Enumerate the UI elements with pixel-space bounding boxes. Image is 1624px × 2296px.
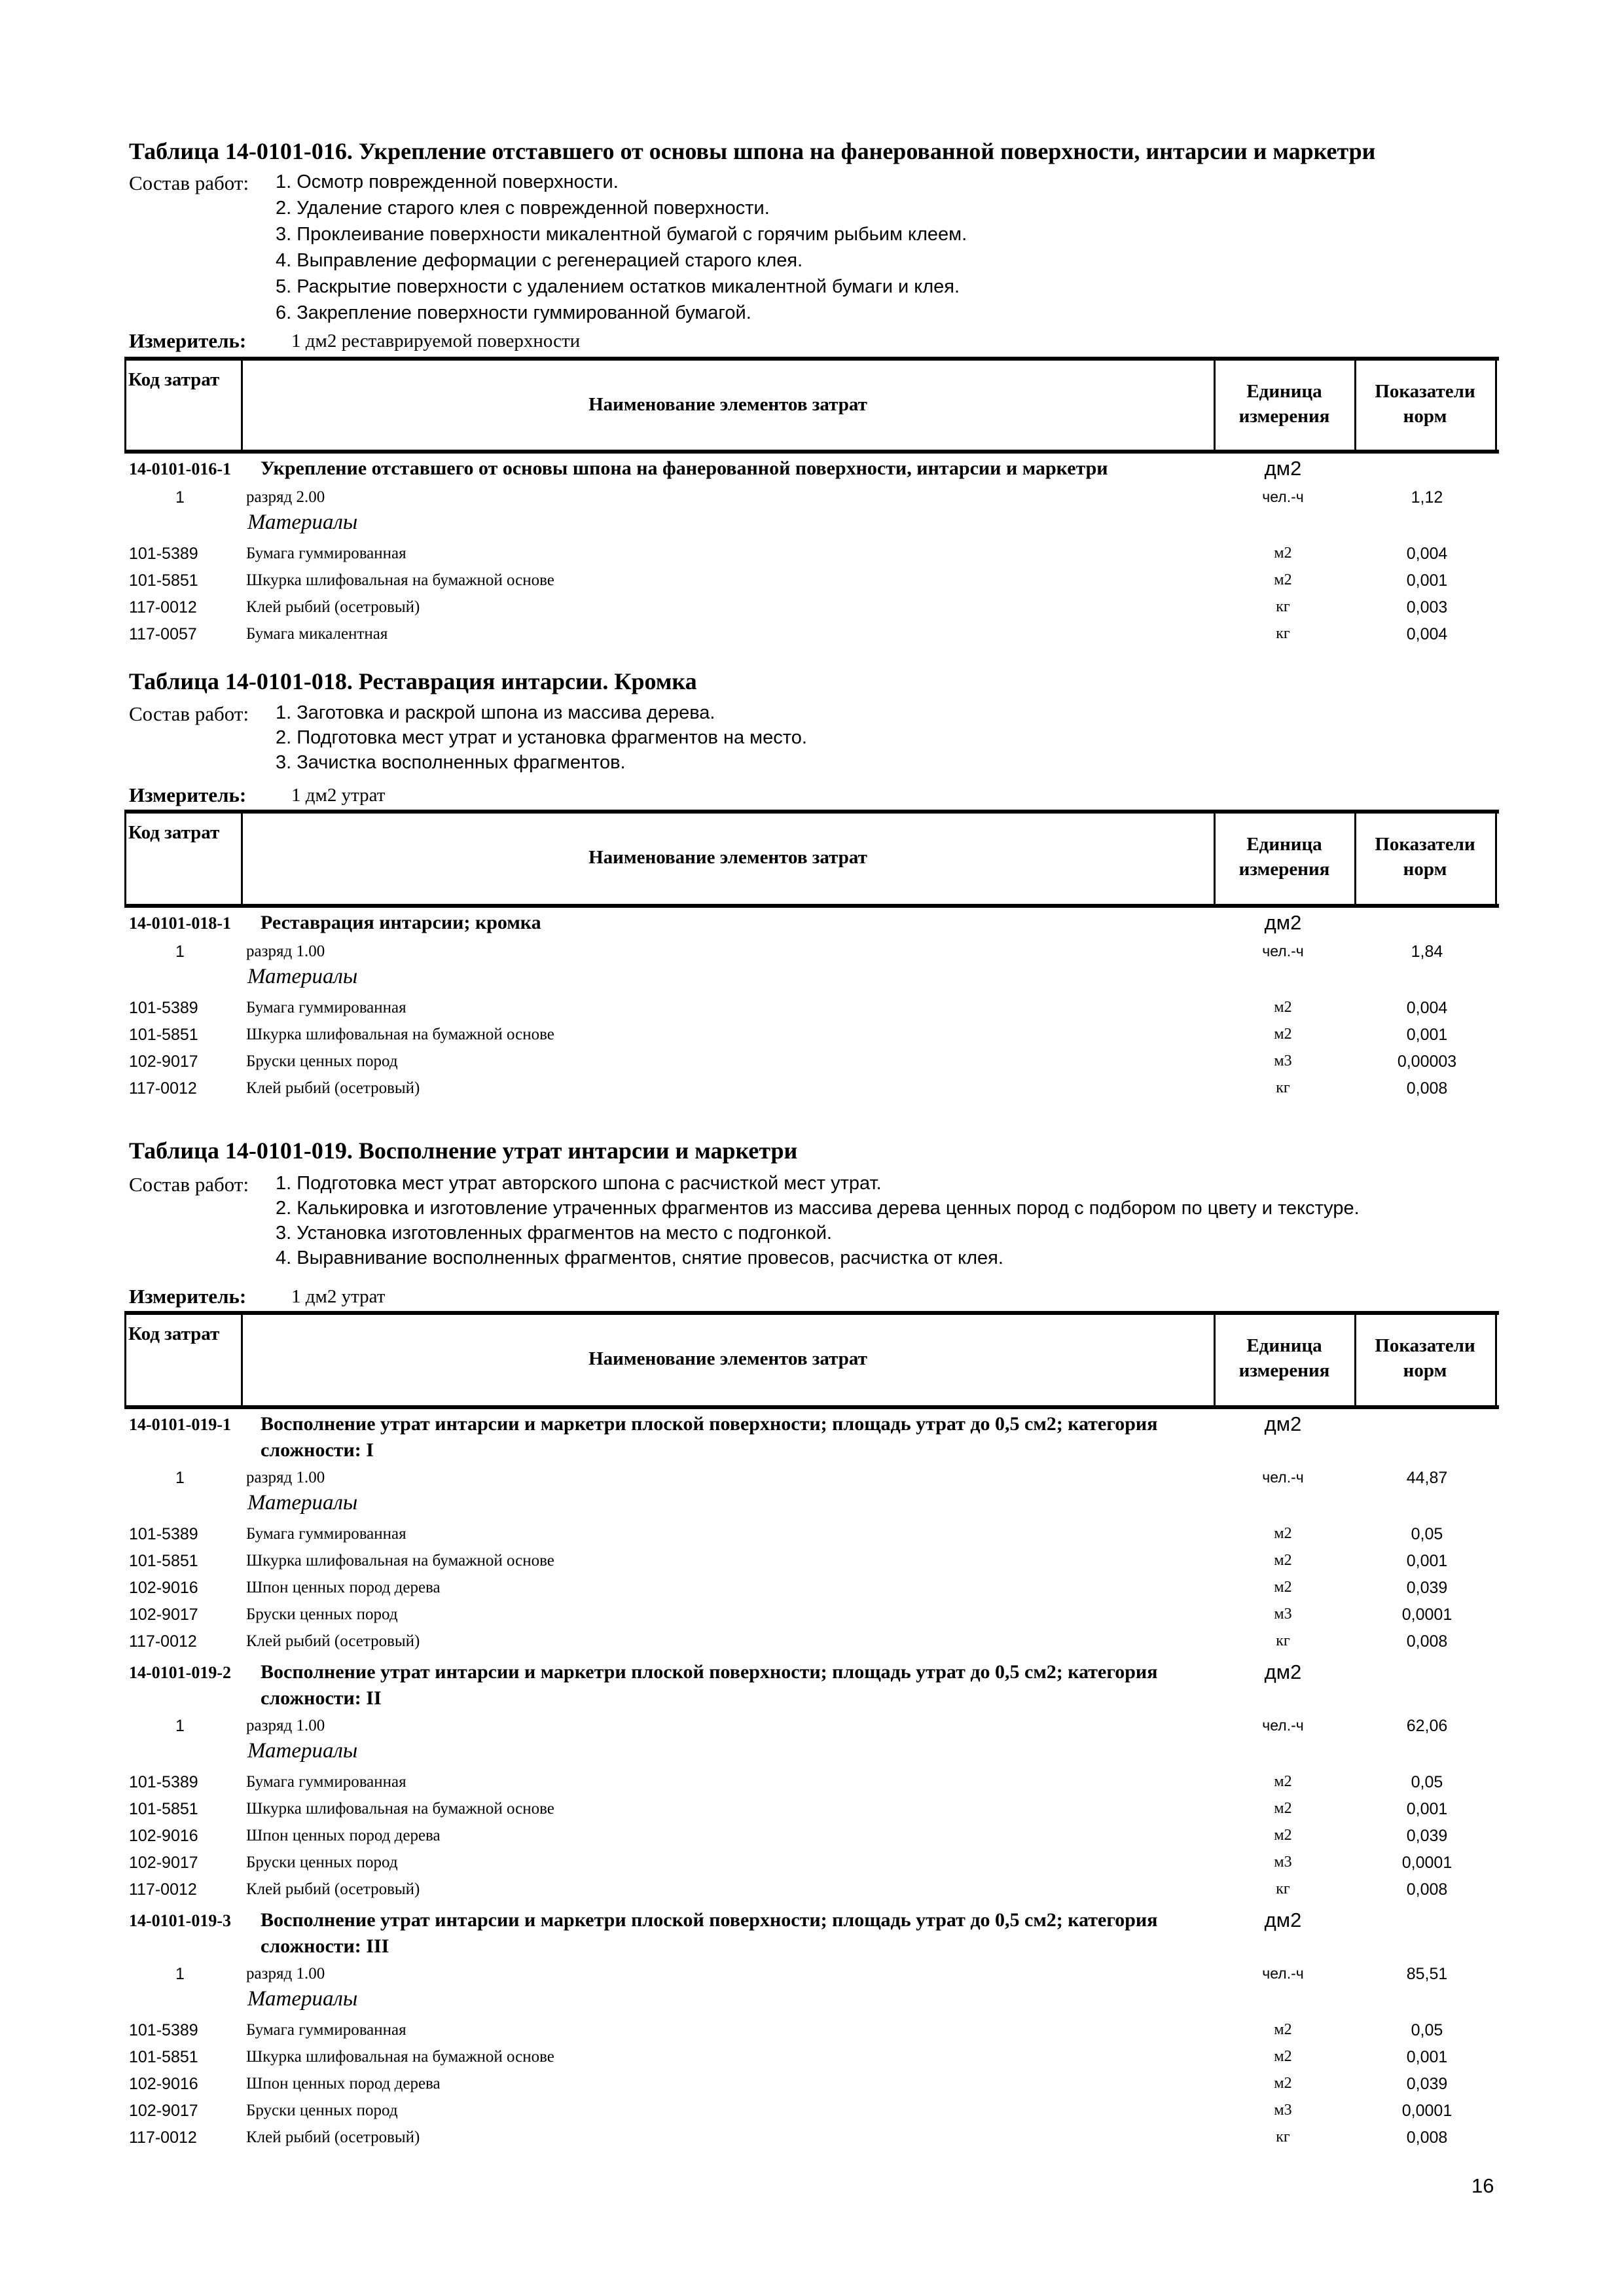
material-unit: м3 — [1274, 1854, 1292, 1871]
item-code: 14-0101-019-3 — [129, 1911, 231, 1930]
material-norm: 0,008 — [1406, 1079, 1448, 1098]
meter-label: Измеритель: — [129, 329, 247, 352]
materials-heading: Материалы — [247, 511, 358, 534]
labor-code: 1 — [175, 1469, 185, 1487]
material-unit: м2 — [1274, 1579, 1292, 1596]
material-unit: м2 — [1274, 2075, 1292, 2092]
material-norm: 0,001 — [1406, 571, 1448, 590]
work-step: 3. Проклеивание поверхности микалентной бумагой с горячим рыбьим клеем. — [276, 224, 967, 245]
materials-heading: Материалы — [247, 1491, 358, 1515]
meter-label: Измеритель: — [129, 783, 247, 806]
header-unit — [1215, 1333, 1354, 1383]
labor-norm: 44,87 — [1406, 1469, 1448, 1487]
item-unit: дм2 — [1264, 1909, 1302, 1931]
work-step: 6. Закрепление поверхности гуммированной бумагой. — [276, 302, 751, 323]
header-norm — [1356, 1333, 1494, 1383]
table-title: Таблица 14-0101-019. Восполнение утрат интарсии и маркетри — [129, 1138, 798, 1164]
material-name: Клей рыбий (осетровый) — [246, 1079, 420, 1097]
material-code: 117-0012 — [129, 1079, 197, 1098]
work-step: 2. Удаление старого клея с поврежденной поверхности. — [276, 198, 770, 219]
header-unit-line1: Единица — [1246, 834, 1322, 855]
material-unit: м2 — [1274, 999, 1292, 1016]
material-norm: 0,0001 — [1401, 1854, 1453, 1872]
material-norm: 0,004 — [1406, 625, 1448, 643]
material-norm: 0,039 — [1406, 1579, 1448, 1597]
meter-value: 1 дм2 утрат — [291, 1286, 386, 1307]
meter-value: 1 дм2 утрат — [291, 785, 386, 806]
material-unit: кг — [1276, 598, 1290, 615]
work-step: 2. Калькировка и изготовление утраченных фрагментов из массива дерева ценных пород с подбором по цвету и текстуре. — [276, 1198, 1360, 1219]
labor-norm: 85,51 — [1406, 1965, 1448, 1983]
material-norm: 0,004 — [1406, 999, 1448, 1017]
labor-unit: чел.-ч — [1262, 1717, 1304, 1734]
table-header — [124, 810, 1499, 908]
material-code: 117-0012 — [129, 2128, 197, 2147]
labor-code: 1 — [175, 1965, 185, 1983]
material-unit: м3 — [1274, 1052, 1292, 1069]
material-name: Бумага гуммированная — [246, 1773, 406, 1791]
material-code: 117-0012 — [129, 1880, 197, 1899]
material-norm: 0,05 — [1411, 1525, 1443, 1543]
material-name: Шкурка шлифовальная на бумажной основе — [246, 1800, 554, 1818]
material-unit: м2 — [1274, 1773, 1292, 1790]
item-name: Укрепление отставшего от основы шпона на фанерованной поверхности, интарсии и маркетри — [261, 457, 1108, 479]
material-code: 101-5851 — [129, 1800, 198, 1818]
item-name: Реставрация интарсии; кромка — [261, 912, 541, 933]
header-unit-line2: измерения — [1238, 859, 1330, 880]
material-code: 102-9017 — [129, 2102, 198, 2120]
header-unit-line1: Единица — [1246, 381, 1322, 402]
material-unit: кг — [1276, 2128, 1290, 2145]
table-header — [124, 1311, 1499, 1409]
material-unit: м2 — [1274, 571, 1292, 588]
material-code: 102-9016 — [129, 1579, 198, 1597]
material-norm: 0,001 — [1406, 2048, 1448, 2066]
material-unit: м2 — [1274, 1026, 1292, 1043]
labor-name: разряд 1.00 — [246, 1717, 325, 1734]
material-name: Клей рыбий (осетровый) — [246, 1880, 420, 1898]
item-unit: дм2 — [1264, 457, 1302, 480]
page-number: 16 — [1471, 2174, 1494, 2197]
header-code: Код затрат — [128, 369, 220, 390]
work-step: 3. Зачистка восполненных фрагментов. — [276, 752, 626, 773]
header-unit-line1: Единица — [1246, 1335, 1322, 1356]
header-name: Наименование элементов затрат — [588, 847, 867, 868]
item-code: 14-0101-019-2 — [129, 1663, 231, 1682]
materials-heading: Материалы — [247, 1739, 358, 1763]
material-code: 101-5851 — [129, 1026, 198, 1044]
material-name: Шпон ценных пород дерева — [246, 2075, 441, 2092]
header-code: Код затрат — [128, 1323, 220, 1344]
material-norm: 0,0001 — [1401, 2102, 1453, 2120]
material-unit: кг — [1276, 1079, 1290, 1096]
labor-code: 1 — [175, 942, 185, 961]
material-name: Клей рыбий (осетровый) — [246, 598, 420, 616]
material-unit: м3 — [1274, 2102, 1292, 2119]
material-name: Шкурка шлифовальная на бумажной основе — [246, 1552, 554, 1570]
material-norm: 0,039 — [1406, 2075, 1448, 2093]
work-step: 1. Заготовка и раскрой шпона из массива дерева. — [276, 702, 715, 723]
material-norm: 0,004 — [1406, 545, 1448, 563]
material-name: Бруски ценных пород — [246, 1854, 398, 1871]
material-code: 101-5851 — [129, 571, 198, 590]
header-norm-line1: Показатели — [1375, 1335, 1475, 1356]
header-norm — [1356, 379, 1494, 429]
material-name: Шкурка шлифовальная на бумажной основе — [246, 1026, 554, 1043]
item-name: Восполнение утрат интарсии и маркетри плоской поверхности; площадь утрат до 0,5 см2; категория сложности: III — [261, 1909, 1158, 1957]
labor-unit: чел.-ч — [1262, 942, 1304, 960]
header-norm-line2: норм — [1403, 406, 1447, 427]
work-step: 4. Выравнивание восполненных фрагментов, снятие провесов, расчистка от клея. — [276, 1247, 1003, 1268]
material-name: Бруски ценных пород — [246, 1605, 398, 1623]
labor-norm: 1,84 — [1411, 942, 1443, 961]
item-name: Восполнение утрат интарсии и маркетри плоской поверхности; площадь утрат до 0,5 см2; категория сложности: I — [261, 1413, 1158, 1461]
material-name: Бруски ценных пород — [246, 1052, 398, 1070]
header-name: Наименование элементов затрат — [588, 1348, 867, 1369]
table-title: Таблица 14-0101-018. Реставрация интарсии. Кромка — [129, 668, 697, 694]
material-name: Клей рыбий (осетровый) — [246, 2128, 420, 2146]
labor-code: 1 — [175, 1717, 185, 1735]
header-norm-line2: норм — [1403, 1360, 1447, 1381]
item-unit: дм2 — [1264, 1412, 1302, 1435]
material-norm: 0,039 — [1406, 1827, 1448, 1845]
material-code: 101-5389 — [129, 545, 198, 563]
material-code: 102-9017 — [129, 1052, 198, 1071]
labor-unit: чел.-ч — [1262, 1469, 1304, 1486]
item-code: 14-0101-019-1 — [129, 1415, 231, 1434]
work-step: 3. Установка изготовленных фрагментов на место с подгонкой. — [276, 1223, 832, 1244]
material-unit: м2 — [1274, 2021, 1292, 2038]
material-name: Бумага микалентная — [246, 625, 388, 643]
meter-label: Измеритель: — [129, 1285, 247, 1308]
labor-norm: 62,06 — [1406, 1717, 1448, 1735]
labor-name: разряд 1.00 — [246, 1965, 325, 1982]
header-norm-line1: Показатели — [1375, 834, 1475, 855]
material-norm: 0,05 — [1411, 1773, 1443, 1791]
material-name: Клей рыбий (осетровый) — [246, 1632, 420, 1650]
labor-code: 1 — [175, 488, 185, 507]
material-unit: м2 — [1274, 545, 1292, 562]
labor-unit: чел.-ч — [1262, 1965, 1304, 1982]
material-unit: м3 — [1274, 1605, 1292, 1623]
labor-name: разряд 1.00 — [246, 942, 325, 960]
material-name: Шкурка шлифовальная на бумажной основе — [246, 2048, 554, 2066]
material-unit: м2 — [1274, 1827, 1292, 1844]
table-title: Таблица 14-0101-016. Укрепление отставшего от основы шпона на фанерованной поверхности, интарсии и маркетри — [129, 138, 1376, 164]
material-name: Бумага гуммированная — [246, 2021, 406, 2039]
item-unit: дм2 — [1264, 1660, 1302, 1683]
work-step: 5. Раскрытие поверхности с удалением остатков микалентной бумаги и клея. — [276, 276, 960, 297]
material-norm: 0,05 — [1411, 2021, 1443, 2039]
work-step: 1. Подготовка мест утрат авторского шпона с расчисткой мест утрат. — [276, 1173, 882, 1194]
material-unit: м2 — [1274, 1552, 1292, 1569]
meter-value: 1 дм2 реставрируемой поверхности — [291, 331, 581, 351]
material-unit: м2 — [1274, 1800, 1292, 1817]
material-norm: 0,008 — [1406, 1880, 1448, 1899]
material-norm: 0,001 — [1406, 1552, 1448, 1570]
material-norm: 0,003 — [1406, 598, 1448, 617]
work-composition-label: Состав работ: — [129, 702, 249, 725]
labor-unit: чел.-ч — [1262, 488, 1304, 505]
material-name: Бумага гуммированная — [246, 1525, 406, 1543]
material-norm: 0,008 — [1406, 2128, 1448, 2147]
header-unit — [1215, 832, 1354, 882]
material-code: 101-5389 — [129, 999, 198, 1017]
material-code: 102-9017 — [129, 1854, 198, 1872]
header-norm-line2: норм — [1403, 859, 1447, 880]
labor-name: разряд 2.00 — [246, 488, 325, 506]
material-code: 117-0012 — [129, 1632, 197, 1651]
materials-heading: Материалы — [247, 1987, 358, 2011]
item-code: 14-0101-016-1 — [129, 459, 231, 478]
material-code: 101-5851 — [129, 1552, 198, 1570]
material-unit: кг — [1276, 625, 1290, 642]
work-step: 2. Подготовка мест утрат и установка фрагментов на место. — [276, 727, 807, 748]
material-unit: кг — [1276, 1880, 1290, 1897]
material-norm: 0,001 — [1406, 1026, 1448, 1044]
materials-heading: Материалы — [247, 965, 358, 988]
material-unit: кг — [1276, 1632, 1290, 1649]
material-code: 102-9017 — [129, 1605, 198, 1624]
work-step: 1. Осмотр поврежденной поверхности. — [276, 171, 619, 192]
header-unit-line2: измерения — [1238, 406, 1330, 427]
material-name: Бумага гуммированная — [246, 999, 406, 1016]
work-composition-label: Состав работ: — [129, 1173, 249, 1196]
material-norm: 0,00003 — [1397, 1052, 1457, 1071]
material-name: Бруски ценных пород — [246, 2102, 398, 2119]
header-code: Код затрат — [128, 822, 220, 843]
work-composition-label: Состав работ: — [129, 171, 249, 194]
header-norm-line1: Показатели — [1375, 381, 1475, 402]
item-name: Восполнение утрат интарсии и маркетри плоской поверхности; площадь утрат до 0,5 см2; категория сложности: II — [261, 1661, 1158, 1709]
material-name: Шпон ценных пород дерева — [246, 1579, 441, 1596]
material-norm: 0,0001 — [1401, 1605, 1453, 1624]
material-code: 101-5389 — [129, 1525, 198, 1543]
material-code: 117-0057 — [129, 625, 197, 643]
material-unit: м2 — [1274, 1525, 1292, 1542]
header-name: Наименование элементов затрат — [588, 394, 867, 415]
material-code: 117-0012 — [129, 598, 197, 617]
material-code: 101-5389 — [129, 1773, 198, 1791]
material-name: Бумага гуммированная — [246, 545, 406, 562]
table-header — [124, 357, 1499, 454]
material-name: Шпон ценных пород дерева — [246, 1827, 441, 1844]
material-code: 102-9016 — [129, 2075, 198, 2093]
material-name: Шкурка шлифовальная на бумажной основе — [246, 571, 554, 589]
item-unit: дм2 — [1264, 911, 1302, 934]
item-code: 14-0101-018-1 — [129, 914, 231, 933]
material-norm: 0,001 — [1406, 1800, 1448, 1818]
labor-name: разряд 1.00 — [246, 1469, 325, 1486]
labor-norm: 1,12 — [1411, 488, 1443, 507]
material-code: 101-5389 — [129, 2021, 198, 2039]
header-unit — [1215, 379, 1354, 429]
material-unit: м2 — [1274, 2048, 1292, 2065]
header-unit-line2: измерения — [1238, 1360, 1330, 1381]
material-code: 101-5851 — [129, 2048, 198, 2066]
material-norm: 0,008 — [1406, 1632, 1448, 1651]
material-code: 102-9016 — [129, 1827, 198, 1845]
work-step: 4. Выправление деформации с регенерацией старого клея. — [276, 250, 803, 271]
header-norm — [1356, 832, 1494, 882]
